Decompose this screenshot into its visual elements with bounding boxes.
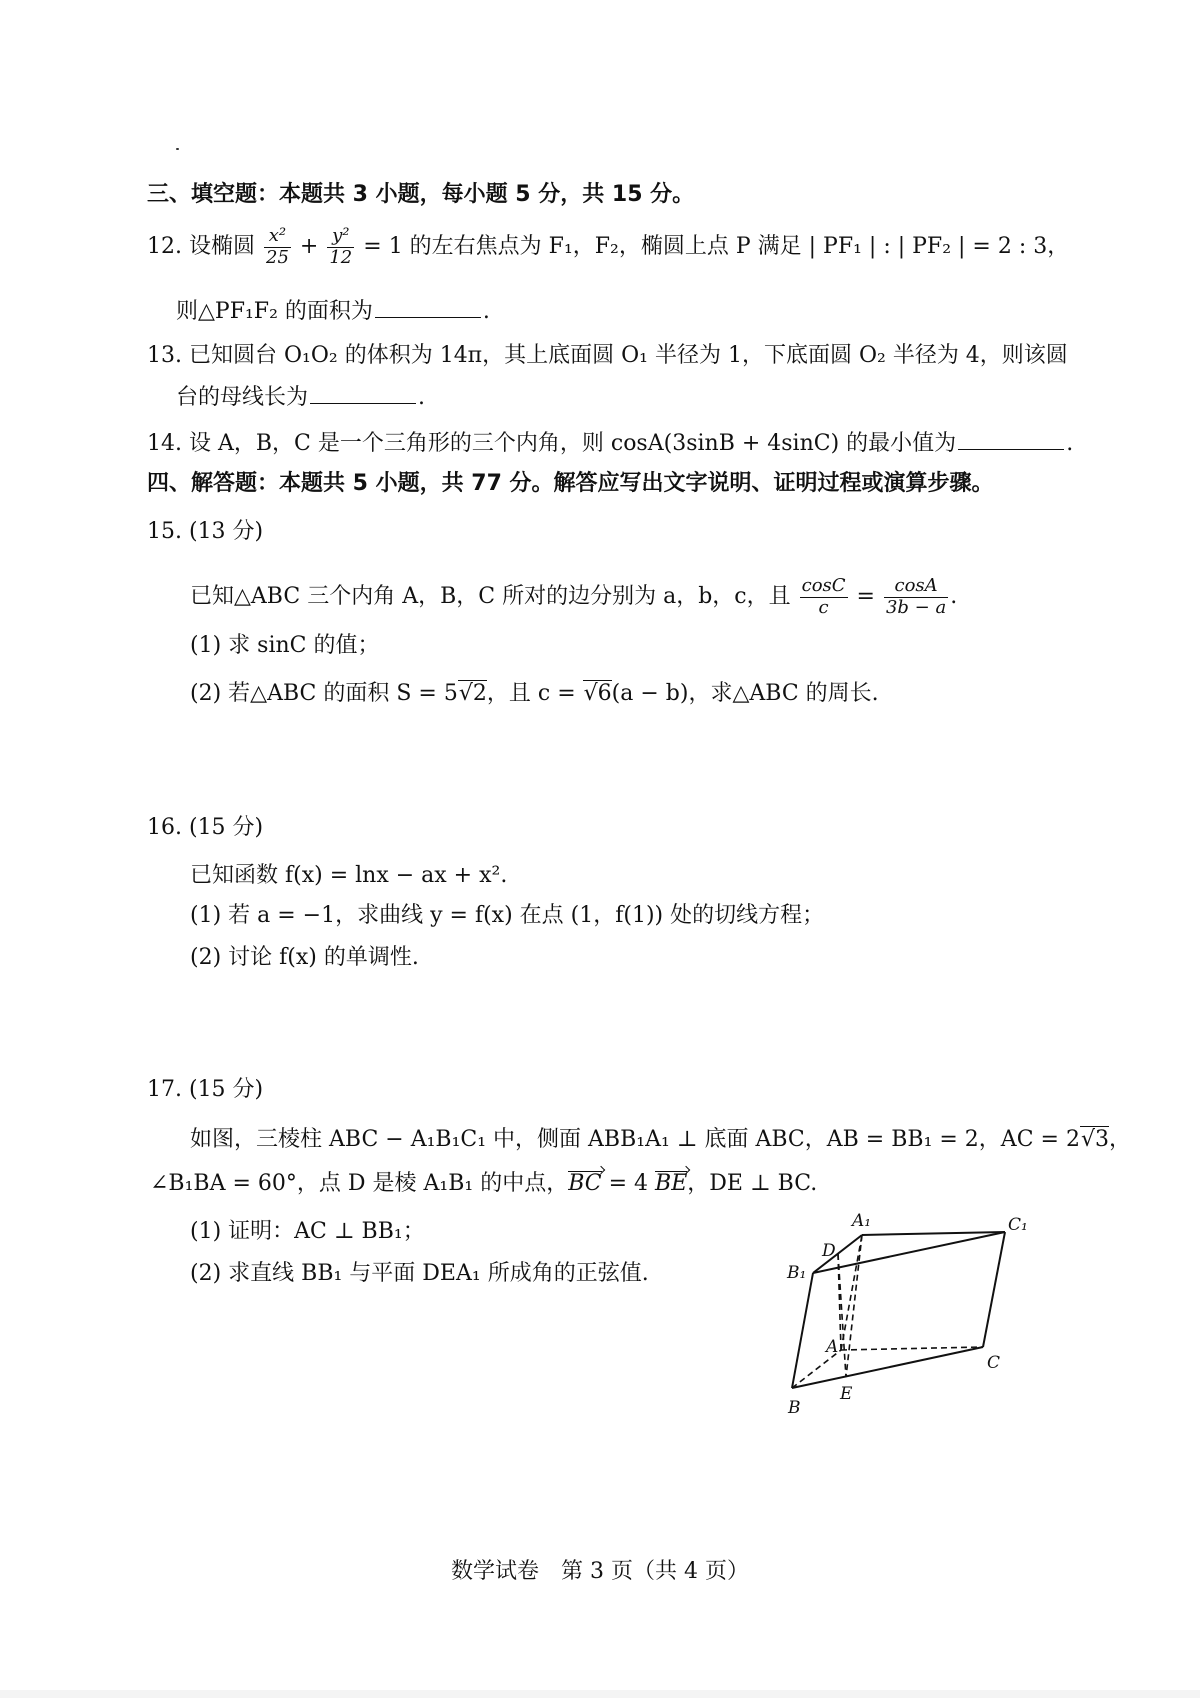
- radicand: 2: [472, 681, 487, 706]
- edge-a1-c1: [862, 1232, 1005, 1235]
- fraction-numerator: y²: [327, 226, 354, 248]
- question-16-header: 16. (15 分): [147, 815, 264, 840]
- edge-a-c: [841, 1347, 983, 1350]
- question-text: 则△PF₁F₂ 的面积为: [176, 299, 373, 324]
- question-15-part-2: [190, 680, 879, 709]
- answer-blank: [375, 316, 481, 318]
- fraction-numerator: cosA: [884, 576, 948, 598]
- question-text: 设 A，B，C 是一个三角形的三个内角，则 cosA(3sinB + 4sinC) 的最小值为: [189, 431, 957, 456]
- question-13-line-1: [147, 342, 1068, 371]
- label-a1: A₁: [852, 1211, 872, 1231]
- radicand: 3: [1094, 1127, 1109, 1152]
- label-c1: C₁: [1008, 1215, 1028, 1235]
- period: .: [1066, 431, 1074, 456]
- question-text: = 4: [601, 1171, 656, 1196]
- fraction-denominator: c: [818, 596, 829, 618]
- edge-b-c: [792, 1347, 983, 1388]
- question-13-line-2: [176, 384, 425, 413]
- scan-speck: [176, 148, 179, 150]
- edge-c1-c: [983, 1232, 1005, 1347]
- section-heading-solutions: 四、解答题：本题共 5 小题，共 77 分。解答应写出文字说明、证明过程或演算步骤。: [147, 471, 994, 496]
- question-text: ，DE ⊥ BC.: [687, 1171, 818, 1196]
- answer-blank: [310, 402, 416, 404]
- label-b: B: [788, 1398, 801, 1418]
- question-text: 设椭圆: [189, 234, 256, 260]
- period: .: [950, 584, 958, 610]
- question-15-header: 15. (13 分): [147, 519, 264, 544]
- question-17-stem-line-2: [150, 1170, 817, 1199]
- question-17-part-1: (1) 证明：AC ⊥ BB₁；: [190, 1219, 425, 1244]
- fraction-denominator: 12: [329, 246, 353, 268]
- fraction-cosC-over-c: [800, 576, 848, 618]
- question-text: 已知△ABC 三个内角 A，B，C 所对的边分别为 a，b，c，且: [190, 584, 791, 610]
- question-text: ，: [1108, 1127, 1131, 1152]
- question-text: ，且 c =: [486, 681, 576, 706]
- fraction-cosA-over-3b-minus-a: [884, 576, 948, 618]
- page-footer: 数学试卷 第 3 页（共 4 页）: [451, 1559, 749, 1584]
- sqrt-radicand: √2: [458, 681, 487, 706]
- edge-b1-b: [792, 1273, 813, 1388]
- question-17-header: 17. (15 分): [147, 1077, 264, 1102]
- question-text: ∠B₁BA = 60°，点 D 是棱 A₁B₁ 的中点，: [150, 1171, 569, 1196]
- period: .: [418, 385, 426, 410]
- label-c: C: [987, 1353, 1001, 1373]
- question-number: 14.: [147, 431, 182, 456]
- question-15-part-1: (1) 求 sinC 的值；: [190, 633, 380, 658]
- question-12-line-1: [147, 226, 1069, 268]
- fraction-denominator: 25: [266, 246, 289, 268]
- edge-a-a1: [841, 1235, 862, 1350]
- fraction-x2-over-25: [264, 226, 291, 268]
- question-text: 已知圆台 O₁O₂ 的体积为 14π，其上底面圆 O₁ 半径为 1，下底面圆 O₂ 半径为 4，则该圆: [189, 343, 1068, 368]
- prism-figure: [780, 1210, 1050, 1425]
- question-text: 台的母线长为: [176, 385, 309, 410]
- question-16-part-1: (1) 若 a = −1，求曲线 y = f(x) 在点 (1，f(1)) 处的切线方程；: [190, 903, 825, 928]
- question-17-part-2: (2) 求直线 BB₁ 与平面 DEA₁ 所成角的正弦值.: [190, 1261, 649, 1286]
- question-text: (2) 若△ABC 的面积 S = 5: [190, 681, 458, 706]
- vector-be: BE: [655, 1170, 687, 1199]
- question-14-line-1: [147, 430, 1073, 459]
- plus-sign: +: [299, 234, 319, 260]
- question-number: 12.: [147, 234, 182, 260]
- question-17-stem-line-1: [190, 1126, 1131, 1155]
- label-e: E: [840, 1384, 853, 1404]
- equals-sign: =: [856, 584, 875, 610]
- question-16-part-2: (2) 讨论 f(x) 的单调性.: [190, 945, 419, 970]
- question-text: = 1 的左右焦点为 F₁，F₂，椭圆上点 P 满足 | PF₁ | : | PF₂ | = 2 : 3，: [363, 234, 1070, 260]
- question-text: (a − b)，求△ABC 的周长.: [611, 681, 879, 706]
- period: .: [482, 299, 490, 324]
- sqrt-radicand: √3: [1080, 1127, 1109, 1152]
- sqrt-radicand: √6: [583, 681, 612, 706]
- scan-edge: [0, 1690, 1200, 1698]
- fraction-y2-over-12: [327, 226, 354, 268]
- question-text: 如图，三棱柱 ABC − A₁B₁C₁ 中，侧面 ABB₁A₁ ⊥ 底面 ABC，AB = BB₁ = 2，AC = 2: [190, 1127, 1080, 1152]
- fraction-numerator: x²: [264, 226, 291, 248]
- label-b1: B₁: [787, 1263, 807, 1283]
- fraction-denominator: 3b − a: [885, 596, 947, 618]
- label-d: D: [822, 1241, 836, 1261]
- fraction-numerator: cosC: [801, 575, 846, 596]
- question-15-stem: [190, 576, 957, 618]
- section-heading-fill-in: 三、填空题：本题共 3 小题，每小题 5 分，共 15 分。: [147, 182, 695, 207]
- radicand: 6: [597, 681, 612, 706]
- edge-b1-c1: [813, 1232, 1005, 1273]
- label-a: A: [826, 1337, 839, 1357]
- question-12-line-2: [176, 298, 490, 327]
- answer-blank: [958, 448, 1064, 450]
- question-16-stem: 已知函数 f(x) = lnx − ax + x².: [190, 863, 508, 888]
- question-number: 13.: [147, 343, 182, 368]
- vector-bc: BC: [568, 1170, 601, 1199]
